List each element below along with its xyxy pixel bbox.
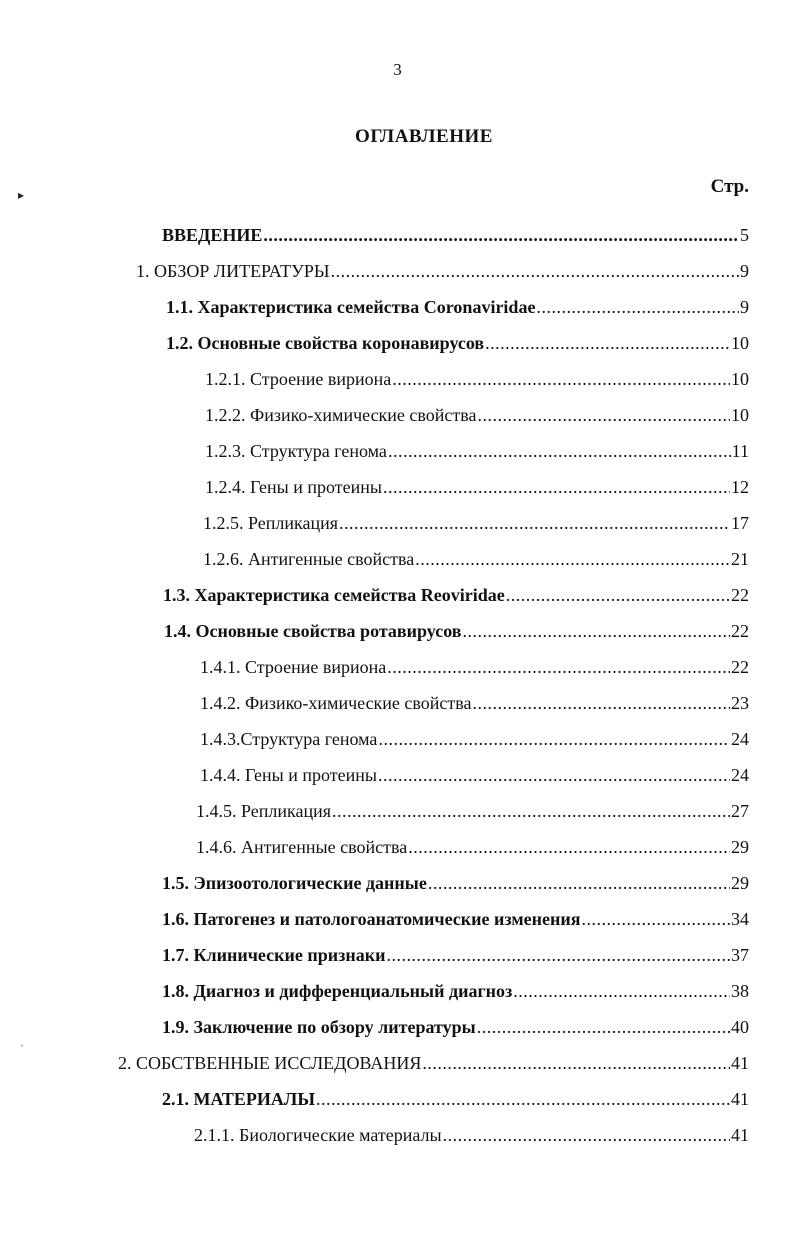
toc-page: 34 <box>731 909 749 929</box>
toc-page: 29 <box>731 837 749 857</box>
toc-page: 12 <box>731 477 749 497</box>
toc-row[interactable] <box>203 546 749 572</box>
toc-label: 1.3. Характеристика семейства Reoviridae <box>163 585 505 605</box>
dot-leader <box>415 546 730 572</box>
toc-label: 1.4.4. Гены и протеины <box>200 765 377 785</box>
page-title: ОГЛАВЛЕНИЕ <box>355 126 493 147</box>
dot-leader <box>506 582 730 608</box>
toc-row[interactable] <box>162 870 749 896</box>
toc-page: 24 <box>731 729 749 749</box>
toc-label: ВВЕДЕНИЕ <box>162 225 263 245</box>
toc-row[interactable] <box>200 726 749 752</box>
toc-row[interactable] <box>205 474 749 500</box>
toc-label: 1. ОБЗОР ЛИТЕРАТУРЫ <box>136 261 330 281</box>
dot-leader <box>378 726 730 752</box>
toc-row[interactable] <box>194 1122 749 1148</box>
toc-row[interactable] <box>200 690 749 716</box>
toc-label: 2.1. МАТЕРИАЛЫ <box>162 1089 315 1109</box>
toc-page: 41 <box>731 1125 749 1145</box>
toc-page: 40 <box>731 1017 749 1037</box>
toc-page: 23 <box>731 693 749 713</box>
toc-page: 22 <box>731 657 749 677</box>
toc-row[interactable] <box>205 438 749 464</box>
dot-leader <box>408 834 730 860</box>
dot-leader <box>388 438 731 464</box>
toc-row[interactable] <box>200 654 749 680</box>
toc-row[interactable] <box>200 762 749 788</box>
toc-label: 1.1. Характеристика семейства Coronaviridae <box>166 297 536 317</box>
toc-label: 1.2.1. Строение вириона <box>205 369 392 389</box>
toc-row[interactable] <box>162 1086 749 1112</box>
toc-page: 38 <box>731 981 749 1001</box>
scan-mark: ▸ <box>18 188 25 202</box>
toc-page: 24 <box>731 765 749 785</box>
toc-page: 21 <box>731 549 749 569</box>
dot-leader <box>316 1086 730 1112</box>
toc-label: 1.2. Основные свойства коронавирусов <box>166 333 485 353</box>
toc-label: 1.4.3.Структура генома <box>200 729 378 749</box>
toc-label: 1.2.3. Структура генома <box>205 441 387 461</box>
dot-leader <box>473 690 730 716</box>
page-column-label: Стр. <box>710 176 749 197</box>
toc-label: 1.8. Диагноз и дифференциальный диагноз <box>162 981 513 1001</box>
dot-leader <box>331 258 739 284</box>
dot-leader <box>392 366 730 392</box>
dot-leader <box>477 1014 730 1040</box>
dot-leader <box>339 510 730 536</box>
dot-leader <box>378 762 730 788</box>
toc-page: 11 <box>731 441 749 461</box>
dot-leader <box>443 1122 730 1148</box>
toc-row[interactable] <box>203 510 749 536</box>
toc-row[interactable] <box>162 1014 749 1040</box>
toc-row[interactable] <box>136 258 749 284</box>
toc-label: 1.6. Патогенез и патологоанатомические изменения <box>162 909 581 929</box>
toc-label: 1.2.4. Гены и протеины <box>205 477 382 497</box>
dot-leader <box>332 798 730 824</box>
toc-label: 2.1.1. Биологические материалы <box>194 1125 442 1145</box>
dot-leader <box>383 474 730 500</box>
toc-row[interactable] <box>163 582 749 608</box>
dot-leader <box>386 942 730 968</box>
dot-leader <box>387 654 730 680</box>
toc-label: 1.9. Заключение по обзору литературы <box>162 1017 476 1037</box>
dot-leader <box>428 870 730 896</box>
toc-page: 29 <box>731 873 749 893</box>
dot-leader <box>422 1050 730 1076</box>
scan-mark: ˈ <box>20 1042 24 1056</box>
toc-page: 10 <box>731 405 749 425</box>
toc-row[interactable] <box>162 906 749 932</box>
toc-page: 27 <box>731 801 749 821</box>
toc-page: 22 <box>731 585 749 605</box>
toc-page: 9 <box>740 297 749 317</box>
toc-label: 2. СОБСТВЕННЫЕ ИССЛЕДОВАНИЯ <box>118 1053 422 1073</box>
toc-page: 22 <box>731 621 749 641</box>
toc-label: 1.4.2. Физико-химические свойства <box>200 693 472 713</box>
toc-page: 41 <box>731 1089 749 1109</box>
toc-page: 37 <box>731 945 749 965</box>
dot-leader <box>478 402 730 428</box>
toc-label: 1.4.1. Строение вириона <box>200 657 387 677</box>
toc-row[interactable] <box>196 798 749 824</box>
toc-page: 10 <box>731 333 749 353</box>
toc-page: 5 <box>740 225 749 245</box>
toc-label: 1.2.6. Антигенные свойства <box>203 549 415 569</box>
toc-page: 17 <box>731 513 749 533</box>
toc-label: 1.5. Эпизоотологические данные <box>162 873 427 893</box>
toc-label: 1.2.2. Физико-химические свойства <box>205 405 477 425</box>
dot-leader <box>513 978 730 1004</box>
toc-row[interactable] <box>162 942 749 968</box>
dot-leader <box>581 906 730 932</box>
toc-row[interactable] <box>162 222 749 248</box>
toc-label: 1.4.5. Репликация <box>196 801 332 821</box>
toc-row[interactable] <box>166 294 749 320</box>
toc-row[interactable] <box>205 366 749 392</box>
toc-row[interactable] <box>166 330 749 356</box>
toc-row[interactable] <box>205 402 749 428</box>
dot-leader <box>263 222 739 248</box>
dot-leader <box>536 294 739 320</box>
toc-page: 9 <box>740 261 749 281</box>
toc-row[interactable] <box>164 618 749 644</box>
toc-label: 1.4. Основные свойства ротавирусов <box>164 621 462 641</box>
toc-row[interactable] <box>162 978 749 1004</box>
toc-label: 1.4.6. Антигенные свойства <box>196 837 408 857</box>
toc-label: 1.7. Клинические признаки <box>162 945 386 965</box>
toc-page: 41 <box>731 1053 749 1073</box>
dot-leader <box>462 618 730 644</box>
page-number: 3 <box>393 60 402 79</box>
toc-label: 1.2.5. Репликация <box>203 513 339 533</box>
dot-leader <box>485 330 730 356</box>
toc-row[interactable] <box>118 1050 749 1076</box>
toc-page: 10 <box>731 369 749 389</box>
toc-row[interactable] <box>196 834 749 860</box>
